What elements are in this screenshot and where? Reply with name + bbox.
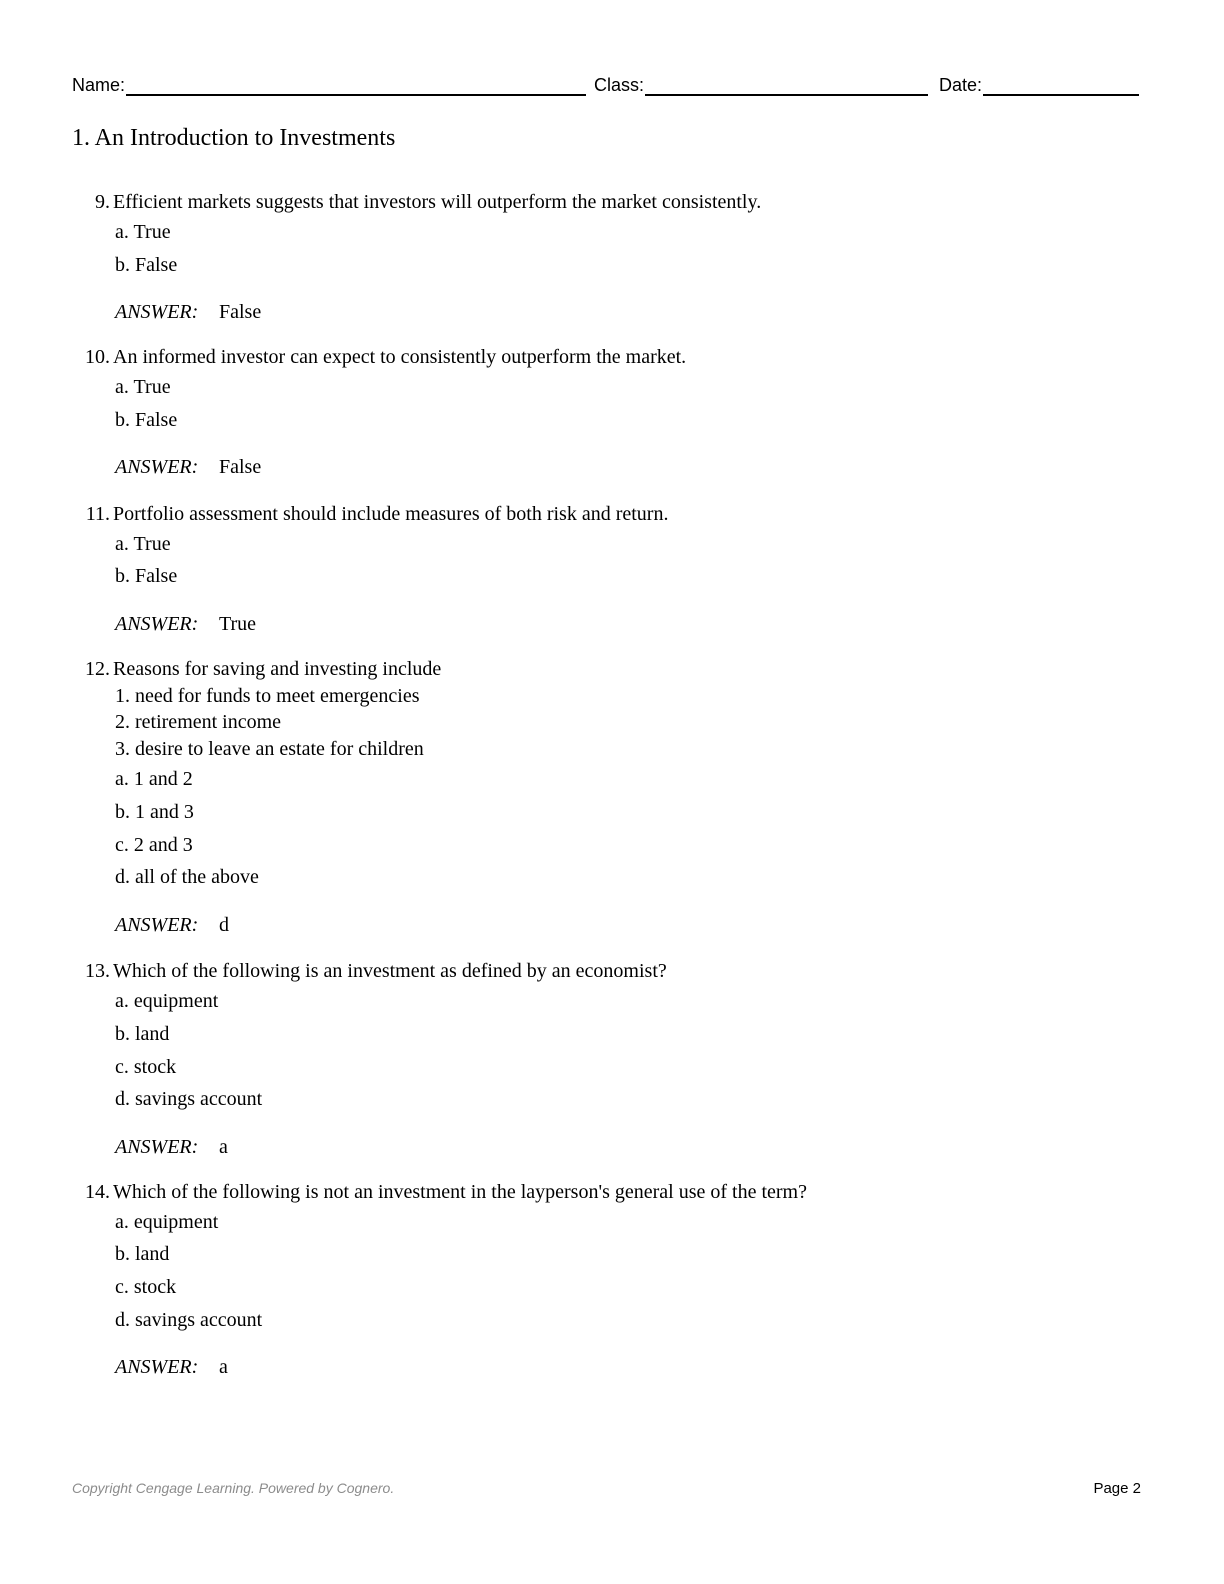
answer-label: ANSWER:: [115, 613, 199, 635]
question-number: 10.: [85, 346, 110, 368]
answer-value: False: [219, 456, 262, 478]
name-field[interactable]: [72, 72, 586, 96]
option-a: a. equipment: [115, 1211, 219, 1233]
option-b: b. False: [115, 409, 178, 431]
option-a: a. True: [115, 221, 171, 243]
class-line[interactable]: [645, 72, 928, 96]
date-label: Date:: [939, 75, 983, 95]
answer-label: ANSWER:: [115, 456, 199, 478]
page-number: Page 2: [1093, 1480, 1141, 1497]
answer-line: [115, 301, 261, 324]
question-stem: An informed investor can expect to consistently outperform the market.: [113, 346, 687, 368]
question-stem: Portfolio assessment should include measures of both risk and return.: [113, 503, 669, 525]
statement-3: 3. desire to leave an estate for children: [115, 738, 424, 760]
question-number: 9.: [95, 191, 110, 213]
class-label: Class:: [594, 75, 645, 95]
date-line[interactable]: [983, 72, 1139, 96]
answer-line: [115, 1136, 228, 1159]
option-a: a. 1 and 2: [115, 768, 193, 790]
option-d: d. all of the above: [115, 866, 259, 888]
answer-value: True: [219, 613, 257, 635]
answer-value: a: [219, 1136, 228, 1158]
answer-label: ANSWER:: [115, 914, 199, 936]
answer-line: [115, 613, 256, 636]
answer-label: ANSWER:: [115, 1136, 199, 1158]
date-field[interactable]: [939, 72, 1139, 96]
answer-line: [115, 914, 229, 937]
question-stem: Which of the following is an investment as defined by an economist?: [113, 960, 667, 982]
option-b: b. land: [115, 1243, 170, 1265]
option-b: b. False: [115, 254, 178, 276]
class-field[interactable]: [594, 72, 928, 96]
question-number: 13.: [85, 960, 110, 982]
name-line[interactable]: [126, 72, 586, 96]
name-label: Name:: [72, 75, 126, 95]
option-a: a. True: [115, 376, 171, 398]
answer-label: ANSWER:: [115, 301, 199, 323]
statement-1: 1. need for funds to meet emergencies: [115, 685, 420, 707]
answer-value: a: [219, 1356, 228, 1378]
option-d: d. savings account: [115, 1088, 263, 1110]
answer-line: [115, 456, 261, 479]
answer-line: [115, 1356, 228, 1379]
question-number: 12.: [85, 658, 110, 680]
question-number: 11.: [85, 503, 110, 525]
worksheet-header: [72, 72, 1142, 98]
option-d: d. savings account: [115, 1309, 263, 1331]
question-stem: Which of the following is not an investment in the layperson's general use of the term?: [113, 1181, 807, 1203]
statement-2: 2. retirement income: [115, 711, 282, 733]
option-a: a. equipment: [115, 990, 219, 1012]
answer-label: ANSWER:: [115, 1356, 199, 1378]
option-c: c. stock: [115, 1276, 177, 1298]
option-b: b. False: [115, 565, 178, 587]
page-title: 1. An Introduction to Investments: [72, 125, 396, 151]
option-b: b. land: [115, 1023, 170, 1045]
option-b: b. 1 and 3: [115, 801, 194, 823]
question-stem: Reasons for saving and investing include: [113, 658, 442, 680]
option-a: a. True: [115, 533, 171, 555]
question-number: 14.: [85, 1181, 110, 1203]
answer-value: False: [219, 301, 262, 323]
option-c: c. 2 and 3: [115, 834, 193, 856]
copyright-notice: Copyright Cengage Learning. Powered by Cognero.: [72, 1480, 395, 1496]
answer-value: d: [219, 914, 229, 936]
question-stem: Efficient markets suggests that investors will outperform the market consistently.: [113, 191, 762, 213]
option-c: c. stock: [115, 1056, 177, 1078]
